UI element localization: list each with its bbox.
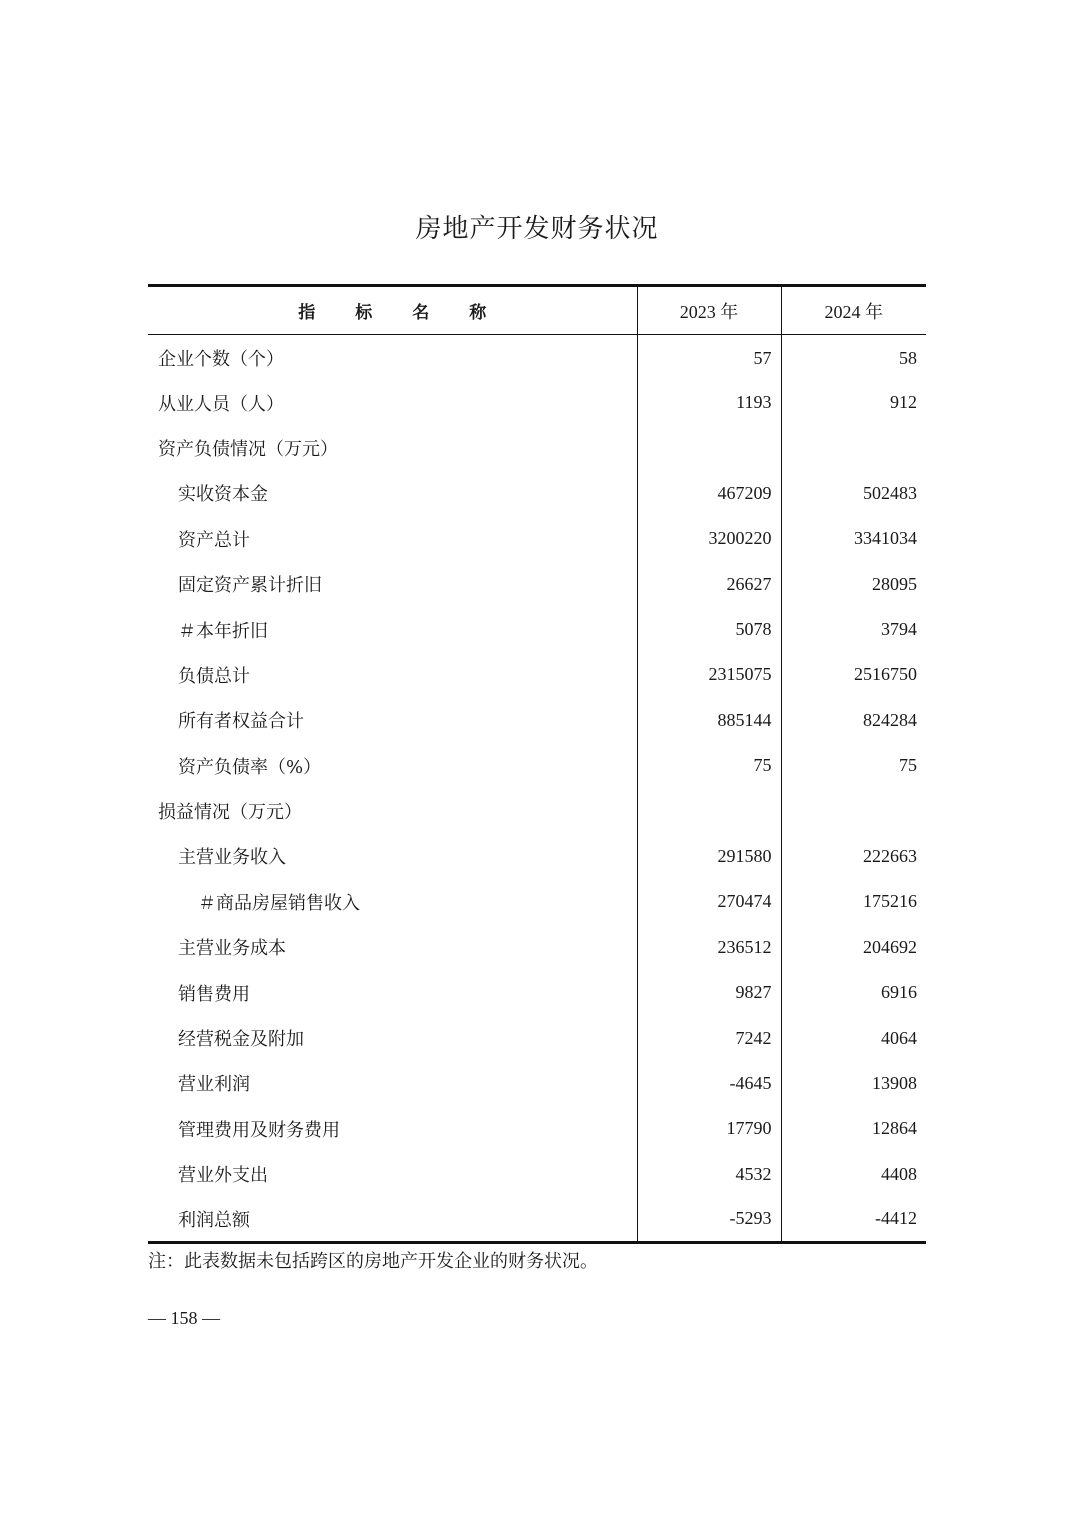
value-2024: 28095: [781, 561, 926, 606]
value-2023: -4645: [637, 1061, 781, 1106]
table-row: [148, 970, 926, 1015]
value-2023: 885144: [637, 698, 781, 743]
value-2023: -5293: [637, 1197, 781, 1242]
value-2024: 912: [781, 380, 926, 425]
row-label: 资产负债率（%）: [178, 756, 322, 778]
value-2024: 6916: [781, 970, 926, 1015]
table-row: [148, 698, 926, 743]
table-row: [148, 652, 926, 697]
row-label: 主营业务收入: [178, 847, 286, 869]
value-2023: 236512: [637, 925, 781, 970]
value-2024: 502483: [781, 471, 926, 516]
table-row: [148, 561, 926, 606]
value-2023: 17790: [637, 1106, 781, 1151]
value-2023: 75: [637, 743, 781, 788]
value-2024: 13908: [781, 1061, 926, 1106]
table-row: [148, 1106, 926, 1151]
financial-table-container: [148, 284, 926, 1244]
row-label: 营业外支出: [178, 1165, 268, 1187]
value-2023: 5078: [637, 607, 781, 652]
table-row: [148, 788, 926, 833]
value-2023: 26627: [637, 561, 781, 606]
value-2023: 4532: [637, 1152, 781, 1197]
table-row: [148, 607, 926, 652]
value-2024: 12864: [781, 1106, 926, 1151]
table-row: [148, 834, 926, 879]
value-2024: 2516750: [781, 652, 926, 697]
value-2024: 4064: [781, 1015, 926, 1060]
table-row: [148, 516, 926, 561]
value-2023: 57: [637, 335, 781, 380]
row-label: 固定资产累计折旧: [178, 575, 322, 597]
value-2024: 222663: [781, 834, 926, 879]
value-2023: 270474: [637, 879, 781, 924]
table-header-row: [148, 286, 926, 335]
row-label: 资产负债情况（万元）: [158, 438, 338, 460]
row-label: 利润总额: [148, 1197, 637, 1242]
row-label: 所有者权益合计: [178, 711, 304, 733]
row-label: 经营税金及附加: [178, 1029, 304, 1051]
row-label: 主营业务成本: [178, 938, 286, 960]
value-2023: [637, 788, 781, 833]
row-label: 销售费用: [178, 983, 250, 1005]
value-2024: 4408: [781, 1152, 926, 1197]
table-row: [148, 1152, 926, 1197]
row-label: 管理费用及财务费用: [178, 1119, 340, 1141]
table-row: [148, 1197, 926, 1242]
table-body: [148, 335, 926, 1243]
table-row: [148, 743, 926, 788]
table-row: [148, 879, 926, 924]
value-2023: 1193: [637, 380, 781, 425]
row-label: 实收资本金: [178, 484, 268, 506]
financial-table: [148, 284, 926, 1244]
value-2024: 3341034: [781, 516, 926, 561]
value-2024: -4412: [781, 1197, 926, 1242]
header-indicator-name: 指标名称: [148, 286, 637, 335]
value-2023: 2315075: [637, 652, 781, 697]
value-2024: 175216: [781, 879, 926, 924]
value-2024: [781, 788, 926, 833]
row-label: 营业利润: [178, 1074, 250, 1096]
row-label: 从业人员（人）: [158, 393, 284, 415]
value-2023: [637, 425, 781, 470]
row-label: 负债总计: [178, 665, 250, 687]
value-2023: 3200220: [637, 516, 781, 561]
table-row: [148, 425, 926, 470]
value-2024: 204692: [781, 925, 926, 970]
page-number: — 158 —: [148, 1308, 220, 1328]
value-2023: 467209: [637, 471, 781, 516]
value-2024: [781, 425, 926, 470]
value-2024: 58: [781, 335, 926, 380]
row-label: 损益情况（万元）: [158, 802, 302, 824]
value-2024: 3794: [781, 607, 926, 652]
table-row: [148, 380, 926, 425]
table-row: [148, 335, 926, 380]
value-2024: 75: [781, 743, 926, 788]
table-row: [148, 1015, 926, 1060]
value-2023: 291580: [637, 834, 781, 879]
page-title: 房地产开发财务状况: [415, 214, 659, 244]
table-note: 注：此表数据未包括跨区的房地产开发企业的财务状况。: [148, 1251, 598, 1272]
table-row: [148, 471, 926, 516]
table-row: [148, 1061, 926, 1106]
row-label: 资产总计: [178, 529, 250, 551]
row-label: ＃商品房屋销售收入: [198, 892, 360, 914]
table-row: [148, 925, 926, 970]
header-year-2023: 2023 年: [637, 286, 781, 335]
row-label: 企业个数（个）: [158, 349, 284, 371]
row-label: ＃本年折旧: [178, 620, 268, 642]
header-year-2024: 2024 年: [781, 286, 926, 335]
value-2023: 9827: [637, 970, 781, 1015]
value-2024: 824284: [781, 698, 926, 743]
value-2023: 7242: [637, 1015, 781, 1060]
